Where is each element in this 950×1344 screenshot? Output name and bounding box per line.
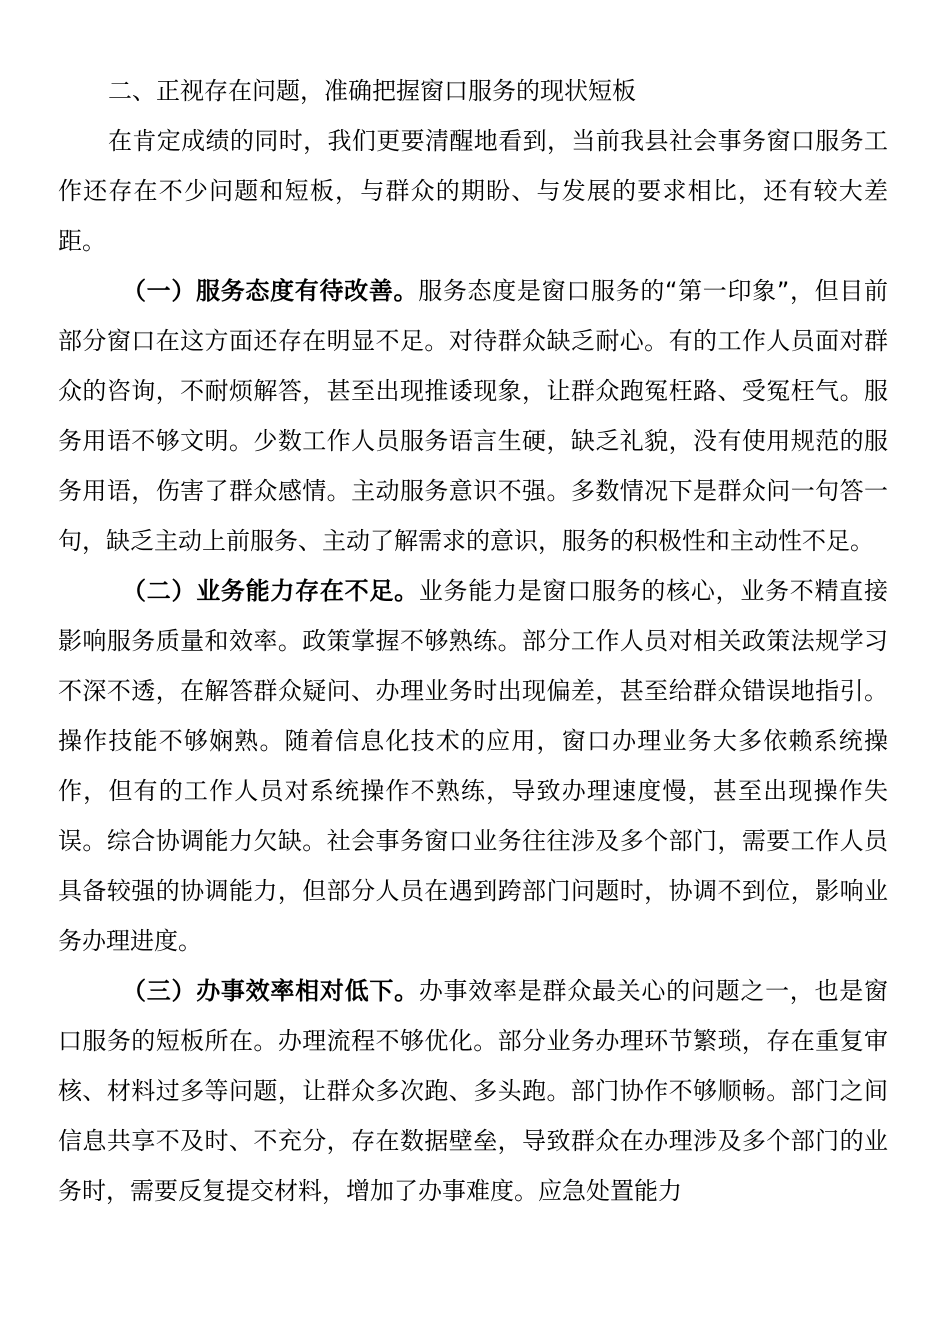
paragraph-lead-work-efficiency: （三）办事效率相对低下。 [122,977,419,1005]
paragraph-text-business-ability: 业务能力是窗口服务的核心，业务不精直接影响服务质量和效率。政策掌握不够熟练。部分工作人员对相关政策法规学习不深不透，在解答群众疑问、办理业务时出现偏差，甚至给群众错误地指引。操作技能不够娴熟。随着信息化技术的应用，窗口办理业务大多依赖系统操作，但有的工作人员对系统操作不熟练，导致办理速度慢，甚至出现操作失误。综合协调能力欠缺。社会事务窗口业务往往涉及多个部门，需要工作人员具备较强的协调能力，但部分人员在遇到跨部门问题时，协调不到位，影响业务办理进度。 [58,577,889,955]
paragraph-text-work-efficiency: 办事效率是群众最关心的问题之一，也是窗口服务的短板所在。办理流程不够优化。部分业务办理环节繁琐，存在重复审核、材料过多等问题，让群众多次跑、多头跑。部门协作不够顺畅。部门之间信息共享不及时、不充分，存在数据壁垒，导致群众在办理涉及多个部门的业务时，需要反复提交材料，增加了办事难度。应急处置能力 [58,977,889,1205]
section-heading: 二、正视存在问题，准确把握窗口服务的现状短板 [108,77,636,105]
intro-paragraph: 在肯定成绩的同时，我们更要清醒地看到，当前我县社会事务窗口服务工作还存在不少问题和短板，与群众的期盼、与发展的要求相比，还有较大差距。 [58,127,888,255]
paragraph-lead-service-attitude: （一）服务态度有待改善。 [122,277,419,305]
paragraph-business-ability [58,566,888,966]
paragraph-service-attitude [58,266,888,566]
paragraph-work-efficiency [58,966,888,1216]
paragraph-text-service-attitude: 服务态度是窗口服务的“第一印象”，但目前部分窗口在这方面还存在明显不足。对待群众缺乏耐心。有的工作人员面对群众的咨询，不耐烦解答，甚至出现推诿现象，让群众跑冤枉路、受冤枉气。服务用语不够文明。少数工作人员服务语言生硬，缺乏礼貌，没有使用规范的服务用语，伤害了群众感情。主动服务意识不强。多数情况下是群众问一句答一句，缺乏主动上前服务、主动了解需求的意识，服务的积极性和主动性不足。 [58,277,889,555]
document-body [58,66,888,1216]
paragraph-lead-business-ability: （二）业务能力存在不足。 [122,577,419,605]
